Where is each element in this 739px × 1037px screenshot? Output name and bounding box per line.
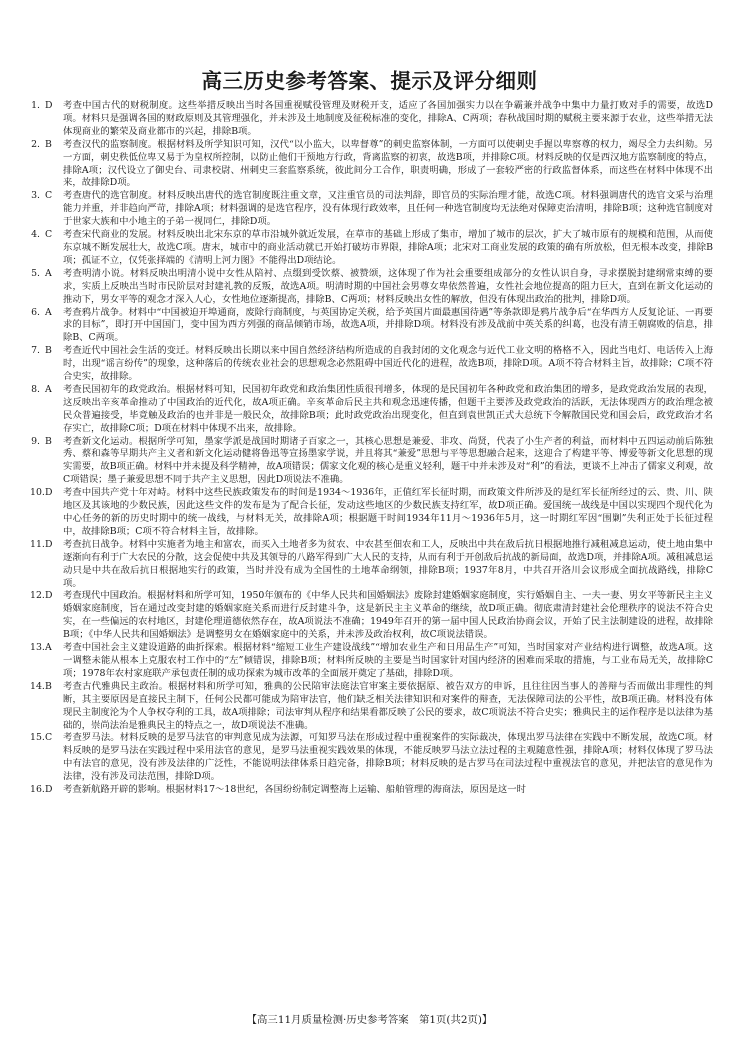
answer-letter: D bbox=[45, 100, 53, 111]
answer-explanation: 考查唐代的选官制度。材料反映出唐代的选官制度既注重文章，又注重官员的司法判辞，即官员的实际治理才能，故选C项。材料强调唐代的选官文采与治理能力并重，并非趋向严苛，排除A项；材料强调的是选官程序，没有体现行政效率，且任何一种选官制度均无法绝对保障吏治清明，排除B项；这种选官制度对于世家大族和中小地主的子弟一视同仁，排除D项。 bbox=[63, 190, 713, 228]
answer-explanation: 考查宋代商业的发展。材料反映出北宋东京的草市沿城外就近发展，在草市的基础上形成了集市，增加了城市的层次，扩大了城市原有的规模和范围，从而使东京城不断发展壮大，故选C项。唐末，城市中的商业活动就已开始打破坊市界限，排除A项；北宋对工商业发展的政策的确有所放松，但无根本改变，排除B项；孤证不立，仅凭张择端的《清明上河力图》不能得出D项结论。 bbox=[63, 229, 713, 266]
answer-explanation: 考查汉代的监察制度。根据材料及所学知识可知，汉代“以小监大，以卑督尊”的刺史监察体制，一方面可以使刺史手握以卑察尊的权力，竭尽全力去纠劾。另一方面，刺史秩低位卑又易于为皇权所控制，以防止他们干预地方行政，背离监察的初衷，故选B项，并排除C项。材料反映的仅是西汉地方监察制度的特点，排除A项；汉代设立了御史台、司隶校尉、州刺史三套监察系统，彼此间分工合作，职责明确，形成了一套较严密的行政监督体系，而这些在材料中体现不出来，故排除D项。 bbox=[63, 138, 713, 189]
question-number: 11. bbox=[30, 538, 45, 550]
answer-letter: B bbox=[45, 680, 52, 692]
answer-letter: C bbox=[45, 732, 53, 744]
answer-item bbox=[30, 590, 713, 642]
answer-explanation: 考查古代雅典民主政治。根据材料和所学可知，雅典的公民陪审法庭法官审案主要依据原、被告双方的申诉，且往往因当事人的善辩与否而做出非理性的判断，其主要原因是直接民主制下，任何公民都可能成为陪审法官，他们缺乏相关法律知识和对案件的辩查，无法保障司法的公平性，故B项正确。材料没有体现民主制度沦为个人争权夺利的工具，故A项排除；司法审判从程序和结果看都反映了公民的要求，故C项说法不符合史实；雅典民主的运作程序是以法律为基础的，崇尚法治是雅典民主的特点之一，故D项说法不准确。 bbox=[63, 680, 713, 731]
answer-item bbox=[30, 384, 713, 436]
page-title: 高三历史参考答案、提示及评分细则 bbox=[201, 69, 538, 93]
answer-letter: B bbox=[45, 138, 52, 150]
answer-item bbox=[30, 268, 713, 307]
answer-letter: B bbox=[45, 435, 52, 447]
answer-explanation: 考查中国共产党十年对峙。材料中这些民族政策发布的时间是1934～1936年，正值红军长征时期，而政策文件所涉及的是红军长征所经过的云、贵、川、陕地区及其该地的少数民族，因此这些文件的发布是为了配合长征，发动这些地区的少数民族支持红军，故D项正确。爱国统一战线是中国以实现四个现代化为中心任务的新的历史时期中的统一战线，与材料无关，故排除A项；根据题干时间1934年11月～1936年5月，这一时期红军因“围剿”失利正处于长征过程中，故排除B项；C项不符合材料主旨，故排除。 bbox=[63, 487, 713, 537]
question-number: 4. bbox=[31, 229, 40, 241]
question-number: 16. bbox=[30, 784, 45, 796]
answer-item bbox=[30, 100, 713, 139]
question-number: 15. bbox=[30, 732, 45, 744]
answer-list bbox=[30, 100, 713, 797]
answer-explanation: 考查抗日战争。材料中实施者为地主和富农，而买入土地者多为贫农、中农甚至佃农和工人，反映出中共在敌后抗日根据地推行减租减息运动，使土地由集中逐渐向有利于广大农民的分散，这会促使中共及其领导的八路军得到广大人民的支持，从而有利于开创敌后抗战的新局面，故选D项，并排除A项。减租减息运动只是中共在敌后抗日根据地实行的政策，当时并没有成为全国性的土地革命纲领，排除B项；1937年8月，中共召开洛川会议形成全面抗战路线，排除C项。 bbox=[63, 538, 713, 589]
answer-explanation: 考查鸦片战争。材料中“中国被迫开埠通商，废除行商制度，与英国协定关税，给予英国片面最惠国待遇”等条款即是鸦片战争后“在华西方人反复论证、一再要求的目标”，即打开中国国门，变中国为西方列强的商品倾销市场，故选A项，并排除D项。材料没有涉及战前中英关系的纠葛，也没有清王朝腐败的信息，排除B、C两项。 bbox=[63, 306, 713, 344]
answer-item bbox=[30, 345, 713, 384]
answer-letter: D bbox=[45, 590, 53, 602]
question-number: 1. bbox=[31, 100, 40, 111]
answer-explanation: 考查近代中国社会生活的变迁。材料反映出长期以来中国自然经济结构所造成的自我封闭的文化观念与近代工业文明的格格不入，因此当电灯、电话传入上海时，出现“谣言纷传”的现象，这种落后的传统农业社会的思想观念必然阻碍中国近代化的进程，故选B项，排除D项。A项不符合材料主旨，故排除；C项不符合史实，故排除。 bbox=[63, 345, 713, 383]
page-footer: 【高三11月质量检测·历史参考答案 第1页(共2页)】 bbox=[246, 1014, 493, 1026]
answer-item bbox=[30, 229, 713, 268]
answer-explanation: 考查新航路开辟的影响。根据材料17～18世纪，各国纷纷制定调整海上运输、船舶管理的海商法，原因是这一时 bbox=[63, 784, 526, 796]
answer-letter: D bbox=[45, 538, 53, 550]
answer-explanation: 考查明清小说。材料反映出明清小说中女性从陪衬、点缀到受饮蔡、被赞颂，这体现了作为社会重要组成部分的女性认识自身，寻求摆脱封建纲常束缚的要求，实质上反映出当时市民阶层对封建礼教的反叛，故选A项。明清时期的中国社会男尊女卑依然普遍，女性社会地位提高的阻力巨大，直到在新文化运动的推动下，男女平等的观念才深入人心，女性地位逐渐提高，排除B、C两项；材料反映出女性的解放，但没有体现出政治的批判，排除D项。 bbox=[63, 267, 713, 305]
question-number: 8. bbox=[31, 383, 40, 395]
answer-explanation: 考查中国社会主义建设道路的曲折探索。根据材料“缩短工业生产建设战线”“增加农业生产和日用品生产”可知，当时国家对产业结构进行调整，故选A项。这一调整未能从根本上克服农村工作中的“左”倾错误，排除B项；材料所反映的主要是当时国家针对国内经济的困难而采取的措施，与工业布局无关，故排除C项；1978年农村家庭联产承包责任制的成功探索为城市改革的全面展开奠定了基础，排除D项。 bbox=[63, 642, 713, 679]
question-number: 12. bbox=[30, 590, 45, 602]
answer-item bbox=[30, 307, 713, 346]
answer-letter: A bbox=[45, 642, 52, 654]
answer-explanation: 考查民国初年的政党政治。根据材料可知，民国初年政党和政治集团性质很刊增多，体现的是民国初年各种政党和政治集团的增多，是政党政治发展的表现，这反映出辛亥革命推动了中国政治的近代化，故A项正确。辛亥革命后民主共和观念迅速传播，但题干主要涉及政党政治的活跃，无法体现西方的政治理念被民众普遍接受，毕竟触及政治的也并非是一般民众，故排除B项；此时政党政治出现变化，但直到袁世凯正式大总统下令解散国民党和国会后，政党政治才名存实亡，故排除C项；D项在材料中体现不出来，故排除。 bbox=[63, 383, 713, 434]
answer-letter: D bbox=[45, 487, 53, 499]
answer-item bbox=[30, 190, 713, 229]
answer-item bbox=[30, 784, 713, 797]
question-number: 7. bbox=[31, 345, 40, 357]
answer-item bbox=[30, 732, 713, 784]
question-number: 14. bbox=[30, 680, 45, 692]
answer-item bbox=[30, 642, 713, 681]
answer-item bbox=[30, 487, 713, 539]
answer-letter: A bbox=[45, 306, 52, 318]
answer-letter: C bbox=[45, 229, 53, 241]
answer-letter: B bbox=[45, 345, 52, 357]
answer-letter: A bbox=[45, 383, 52, 395]
answer-item bbox=[30, 539, 713, 591]
answer-explanation: 考查现代中国政治。根据材料和所学可知，1950年颁布的《中华人民共和国婚姻法》废除封建婚姻家庭制度，实行婚姻自主、一夫一妻、男女平等新民主主义婚姻家庭制度，旨在通过改变封建的婚姻家庭关系而进行反封建斗争，这是新民主主义革命的继续，故D项正确。彻底肃清封建社会伦理秩序的说法不符合史实，在一些偏远的农村地区，封建伦理道德依然存在，故A项说法不准确；1949年召开的第一届中国人民政治协商会议，开始了民主法制建设的进程，故排除B项；《中华人民共和国婚姻法》是调整男女在婚姻家庭中的关系，并未涉及政治权利，故C项说法错误。 bbox=[63, 590, 713, 641]
question-number: 2. bbox=[31, 138, 40, 150]
answer-explanation: 考查罗马法。材料反映的是罗马法官的审判意见成为法源，可知罗马法在形成过程中重视案件的实际裁决，体现出罗马法律在实践中不断发展，故选C项。材料反映的是罗马法在实践过程中采用法官的意见，是罗马法重视实践效果的体现，不能反映罗马法立法过程的主观随意性强，排除A项；材料仅体现了罗马法中有法官的意见，没有涉及法律的广泛性，不能说明法律体系日趋完备，排除B项；材料反映的是古罗马在司法过程中重视法官的意见，并把法官的意见作为法律，没有涉及司法范围，排除D项。 bbox=[63, 732, 713, 783]
question-number: 9. bbox=[31, 435, 40, 447]
question-number: 10. bbox=[30, 487, 45, 499]
answer-explanation: 考查中国古代的财税制度。这些举措反映出当时各国重视赋役管理及财税开支，适应了各国加强实力以在争霸兼并战争中集中力量打败对手的需要，故选D项。材料只是强调各国的财政原则及其管理强化，并未涉及土地制度及征税标准的变化，排除A、C两项；春秋战国时期的赋税主要来源于农业，这些举措无法体现商业的繁荣及商业都市的兴起，排除B项。 bbox=[63, 100, 713, 137]
answer-letter: A bbox=[45, 267, 52, 279]
answer-item bbox=[30, 139, 713, 191]
question-number: 3. bbox=[31, 190, 40, 202]
answer-letter: C bbox=[45, 190, 53, 202]
question-number: 6. bbox=[31, 306, 40, 318]
question-number: 5. bbox=[31, 267, 40, 279]
answer-item bbox=[30, 681, 713, 733]
question-number: 13. bbox=[30, 642, 45, 654]
answer-explanation: 考查新文化运动。根据所学可知，墨家学派是战国时期诸子百家之一，其核心思想是兼爱、非攻、尚贤，代表了小生产者的利益，而材料中五四运动前后陈独秀、蔡和森等早期共产主义者和新文化运动健将鲁迅等宣扬墨家学说，并且将其“兼爱”思想与平等思想融合起来，这迎合了构建平等、博爱等新文化思想的现实需要，故B项正确。材料中并未提及科学精神，故A项错误；儒家文化观的核心是重义轻利，题干中并未涉及对“利”的看法，更谈不上冲击了儒家义利观，故C项错误；墨子兼爱思想不同于共产主义思想，因此D项说法不准确。 bbox=[63, 435, 713, 486]
answer-letter: D bbox=[45, 784, 53, 796]
answer-item bbox=[30, 436, 713, 488]
